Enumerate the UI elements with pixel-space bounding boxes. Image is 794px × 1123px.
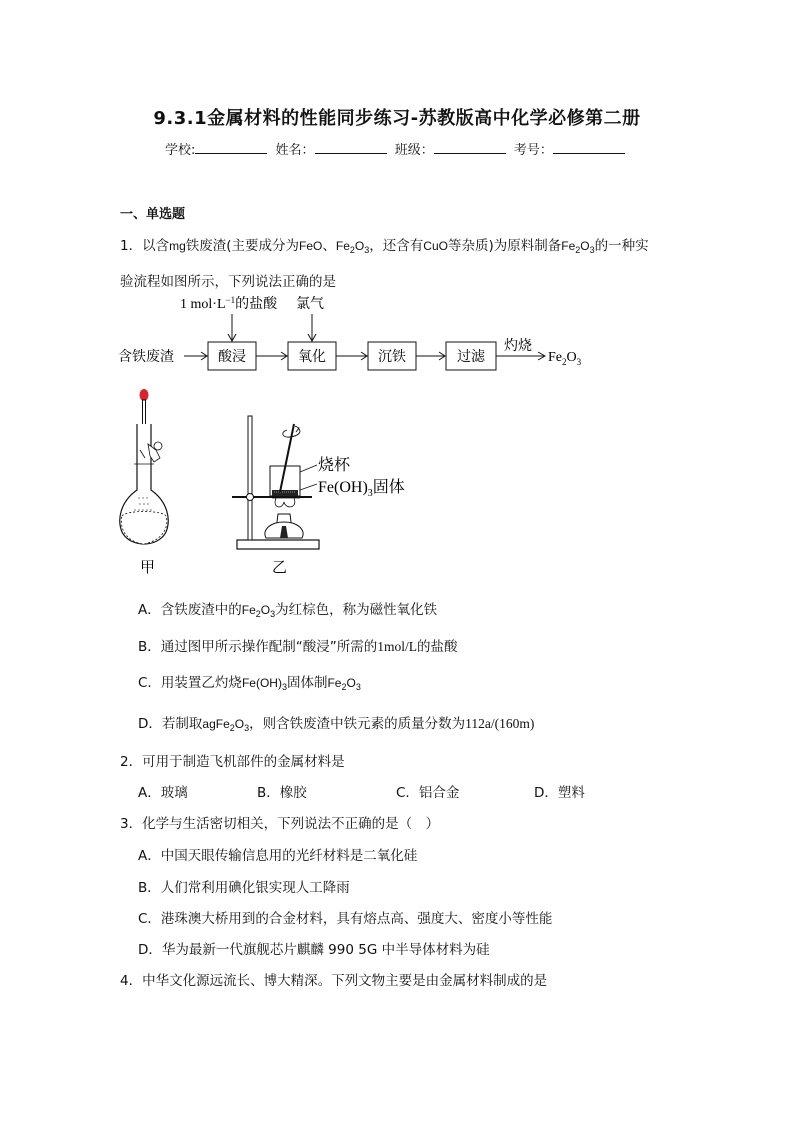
q1-option-b[interactable]: B．通过图甲所示操作配制“酸浸”所需的1mol/L的盐酸	[138, 639, 458, 655]
q1-line1: 1．以含mg铁废渣(主要成分为FeO、$Fe_2O_3$，还含有CuO等杂质)为原料制备$Fe_2O_3$的一种实	[120, 238, 649, 255]
flow-input-label: 含铁废渣	[118, 350, 174, 365]
number-label: 考号：	[513, 143, 553, 158]
q2-option-b[interactable]: B．橡胶	[257, 785, 307, 801]
flow-step-label: 氧化	[298, 350, 326, 365]
q2-stem: 2．可用于制造飞机部件的金属材料是	[120, 754, 345, 770]
beaker-solid	[272, 490, 298, 496]
q3-stem: 3．化学与生活密切相关，下列说法不正确的是（ ）	[120, 816, 440, 832]
q3-option-d[interactable]: D．华为最新一代旗舰芯片麒麟 990 5G 中半导体材料为硅	[138, 942, 490, 958]
heating-apparatus	[232, 416, 319, 549]
flow-diagram	[118, 290, 598, 375]
name-label: 姓名：	[275, 143, 315, 158]
calcine-label: 灼烧	[504, 339, 532, 354]
q1-option-a[interactable]: A．含铁废渣中的$Fe_2O_3$为红棕色，称为磁性氧化铁	[138, 602, 438, 619]
q4-stem: 4．中华文化源远流长、博大精深。下列文物主要是由金属材料制成的是	[120, 973, 548, 989]
reagent-hcl-label: 1 $mol\cdot L^{-1}$的盐酸	[180, 295, 278, 312]
flow-step-label: 沉铁	[378, 350, 406, 365]
beaker-label: 烧杯	[318, 457, 351, 474]
flow-product-label: $Fe_2O_3$	[548, 350, 582, 367]
q2-option-a[interactable]: A．玻璃	[138, 785, 188, 801]
number-blank[interactable]	[553, 141, 625, 154]
class-blank[interactable]	[434, 141, 506, 154]
q3-option-a[interactable]: A．中国天眼传输信息用的光纤材料是二氧化硅	[138, 848, 418, 864]
clamp-knob	[247, 494, 254, 501]
burner-flame	[272, 498, 300, 507]
label-jia: 甲	[140, 560, 156, 576]
q1-option-c[interactable]: C．用装置乙灼烧$Fe(OH)_3$固体制$Fe_2O_3$	[138, 675, 361, 692]
school-label: 学校:	[165, 143, 196, 158]
class-label: 班级：	[394, 143, 434, 158]
q2-option-c[interactable]: C．铝合金	[396, 785, 460, 801]
flow-step-label: 酸浸	[218, 350, 246, 365]
page-title: 9.3.1金属材料的性能同步练习-苏教版高中化学必修第二册	[153, 108, 641, 129]
q3-option-b[interactable]: B．人们常利用碘化银实现人工降雨	[138, 880, 350, 896]
q1-line2: 验流程如图所示，下列说法正确的是	[120, 274, 336, 290]
flow-step-label: 过滤	[457, 350, 485, 365]
school-blank[interactable]	[195, 141, 267, 154]
solid-label: $Fe(OH)_3$固体	[318, 479, 405, 499]
stand-rod	[248, 416, 252, 540]
solid-pointer	[300, 484, 317, 490]
section-heading: 一、单选题	[120, 207, 186, 222]
stand-base	[237, 540, 319, 549]
q3-option-c[interactable]: C．港珠澳大桥用到的合金材料，具有熔点高、强度大、密度小等性能	[138, 911, 553, 927]
dropper-bulb	[140, 389, 149, 401]
label-yi: 乙	[272, 560, 288, 576]
student-info-line	[165, 139, 629, 158]
q1-option-d[interactable]: D．若制取$agFe_2O_3$，则含铁废渣中铁元素的质量分数为112a/(160m)	[138, 716, 535, 733]
volumetric-flask	[120, 389, 168, 544]
name-blank[interactable]	[315, 141, 387, 154]
q2-option-d[interactable]: D．塑料	[534, 785, 585, 801]
apparatus-figure	[112, 380, 422, 580]
beaker-pointer	[300, 465, 317, 472]
reagent-chlorine-label: 氯气	[296, 297, 324, 312]
